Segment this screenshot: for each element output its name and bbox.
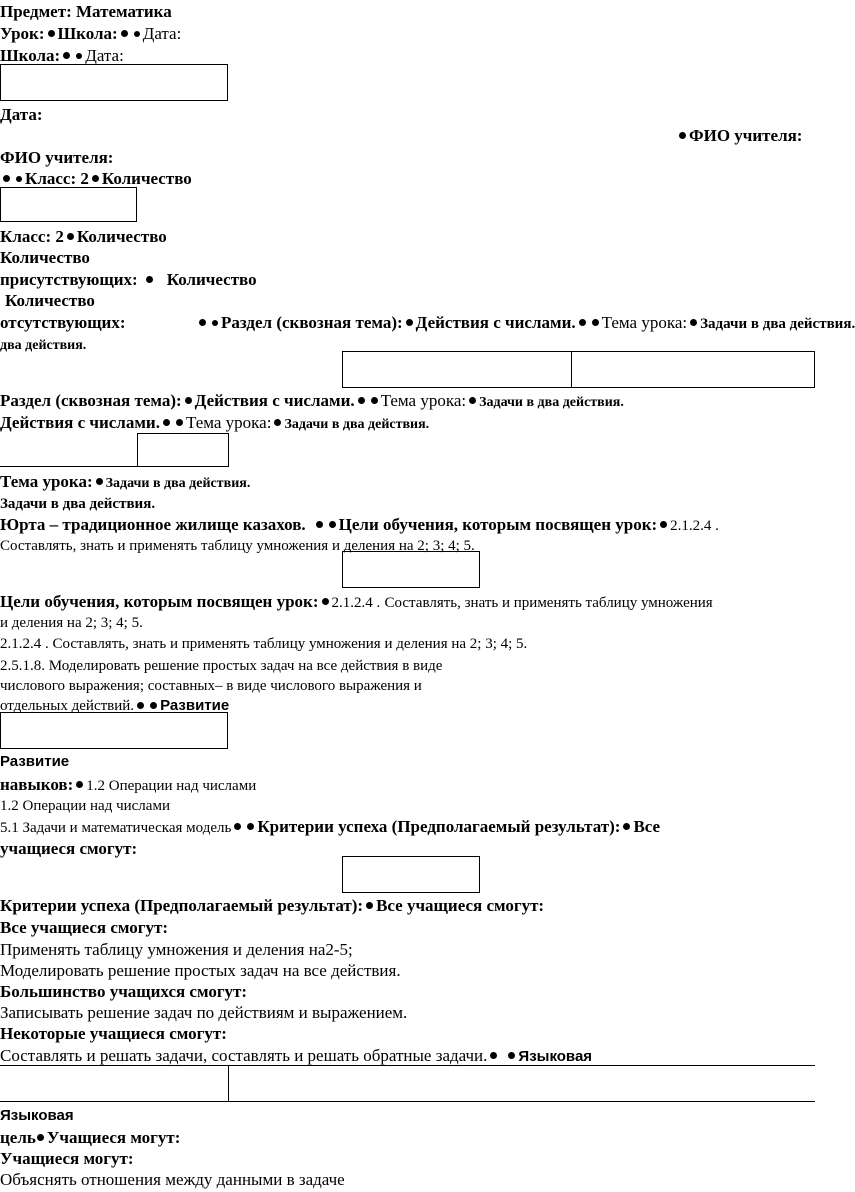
bullet-icon: [679, 132, 686, 139]
bullet-icon: [163, 419, 170, 426]
bullet-icon: [579, 319, 586, 326]
bullet-icon: [67, 233, 74, 240]
goal2-line3: отдельных действий.: [0, 698, 135, 714]
skills-label-line2: навыков:: [0, 775, 74, 794]
school-line: [0, 46, 124, 66]
bullet-icon: [199, 319, 206, 326]
bullet-icon: [3, 175, 10, 182]
date-label: Дата:: [85, 46, 124, 65]
bullet-icon: [623, 823, 630, 830]
yurta-text: Юрта – традиционное жилище казахов.: [0, 515, 306, 534]
students-can: Учащиеся могут:: [46, 1128, 181, 1147]
date-label: Дата:: [0, 105, 43, 124]
bullet-icon: [274, 419, 281, 426]
language-label: Языковая: [518, 1048, 593, 1065]
subject-line: Предмет: Математика: [0, 2, 172, 21]
bullet-icon: [469, 397, 476, 404]
bullet-icon: [92, 175, 99, 182]
absent-label: отсутствующих:: [0, 313, 126, 332]
skills-value-1: 1.2 Операции над числами: [86, 778, 257, 794]
goal2-line1: 2.5.1.8. Моделировать решение простых задач на все действия в виде: [0, 658, 443, 674]
bullet-icon: [690, 319, 697, 326]
topic-value: Задачи в два действия.: [105, 476, 251, 491]
bullet-icon: [185, 397, 192, 404]
section-value: Действия с числами.: [194, 391, 355, 410]
quantity-label: Количество: [0, 248, 90, 267]
present-line: [0, 270, 257, 290]
topic-label: Тема урока:: [0, 472, 93, 491]
bullet-icon: [592, 319, 599, 326]
all-students: Все учащиеся смогут:: [0, 918, 168, 937]
teacher-label: ФИО учителя:: [689, 126, 803, 145]
empty-cell: [0, 187, 137, 222]
bullet-icon: [508, 1052, 515, 1059]
class-line-2: [0, 227, 167, 247]
school-label: Школа:: [57, 24, 118, 43]
bullet-icon: [146, 276, 153, 283]
skills-value-1: 1.2 Операции над числами: [0, 798, 170, 814]
goal1-code: 2.1.2.4 .: [0, 636, 49, 652]
criteria-line: [0, 896, 544, 916]
quantity-label: Количество: [166, 270, 257, 289]
section-value: Действия с числами.: [415, 313, 576, 332]
bullet-icon: [37, 1134, 44, 1141]
section-label: Раздел (сквозная тема):: [221, 313, 403, 332]
skills-line: [0, 775, 256, 796]
all-students-line2: учащиеся смогут:: [0, 839, 138, 858]
present-label: присутствующих:: [0, 270, 138, 289]
empty-cell: [342, 856, 480, 893]
bullet-icon: [371, 397, 378, 404]
bullet-icon: [358, 397, 365, 404]
bullet-icon: [366, 902, 373, 909]
date-label: Дата:: [142, 24, 182, 43]
criteria-item-4-line: [0, 1046, 592, 1067]
skills-value-2-line: [0, 817, 660, 838]
bullet-icon: [150, 702, 157, 709]
goal1-row3: [0, 634, 527, 654]
quantity-label: Количество: [76, 227, 167, 246]
criteria-item-3: Записывать решение задач по действиям и выражением.: [0, 1003, 408, 1022]
topic-label: Тема урока:: [185, 413, 272, 432]
bullet-icon: [322, 598, 329, 605]
empty-cell: [342, 551, 480, 588]
class-label: Класс: 2: [0, 227, 64, 246]
goals-label: Цели обучения, которым посвящен урок:: [0, 592, 319, 611]
language-goal-line: [0, 1128, 180, 1148]
topic-label: Тема урока:: [601, 313, 688, 332]
most-students: Большинство учащихся смогут:: [0, 982, 248, 1001]
topic-value-line2: два действия.: [0, 338, 87, 353]
bullet-icon: [76, 53, 82, 59]
lesson-line: [0, 24, 181, 44]
criteria-label: Критерии успеха (Предполагаемый результат):: [257, 817, 621, 836]
lesson-label: Урок:: [0, 24, 45, 43]
bullet-icon: [212, 320, 218, 326]
topic-value: Задачи в два действия.: [0, 496, 156, 512]
section-label: Раздел (сквозная тема):: [0, 391, 182, 410]
goals-label: Цели обучения, которым посвящен урок:: [338, 515, 658, 534]
topic-label: Тема урока:: [380, 391, 467, 410]
empty-cell: [0, 712, 228, 749]
topic-line: [0, 472, 250, 494]
class-label: Класс: 2: [25, 169, 89, 188]
bullet-icon: [660, 521, 667, 528]
topic-value: Задачи в два действия.: [700, 316, 855, 332]
criteria-item-4: Составлять и решать задачи, составлять и решать обратные задачи.: [0, 1046, 488, 1065]
goal1-text: Составлять, знать и применять таблицу умножения и деления на 2; 3; 4; 5.: [52, 636, 528, 652]
section-value: Действия с числами.: [0, 413, 160, 432]
skills-label: Развитие: [160, 697, 230, 714]
bullet-icon: [406, 319, 413, 326]
criteria-label: Критерии успеха (Предполагаемый результат):: [0, 896, 364, 915]
criteria-item-1: Применять таблицу умножения и деления на2-5;: [0, 940, 353, 959]
topic-value: Задачи в два действия.: [479, 395, 624, 410]
bullet-icon: [134, 31, 140, 37]
bullet-icon: [121, 30, 128, 37]
section-line-2: [0, 391, 624, 413]
empty-cell: [137, 433, 229, 467]
goal2-line2: числового выражения; составных– в виде числового выражения и: [0, 678, 422, 694]
section-line-3: [0, 413, 429, 435]
criteria-item-2: Моделировать решение простых задач на все действия.: [0, 961, 401, 980]
bullet-icon: [16, 176, 22, 182]
goals-line: [0, 592, 713, 613]
table-rule: [0, 1101, 815, 1102]
language-label: Языковая: [0, 1107, 74, 1124]
yurta-line: [0, 515, 719, 536]
all-students: Все учащиеся смогут:: [376, 896, 545, 915]
bullet-icon: [329, 521, 336, 528]
quantity-label: Количество: [5, 291, 95, 310]
section-line-1: [196, 313, 855, 334]
quantity-label: Количество: [101, 169, 192, 188]
bullet-icon: [137, 702, 144, 709]
class-line: [0, 169, 192, 189]
skills-value-2: 5.1 Задачи и математическая модель: [0, 820, 232, 836]
table-rule: [0, 1065, 815, 1066]
table-divider: [571, 351, 572, 388]
school-label: Школа:: [0, 46, 61, 65]
all-students-line1: Все: [633, 817, 661, 836]
goal1-code: 2.1.2.4 .: [331, 595, 381, 611]
goal1-row2-b: и деления на 2; 3; 4; 5.: [0, 615, 143, 631]
table-divider: [228, 1065, 229, 1101]
bullet-icon: [76, 781, 83, 788]
teacher-line-right: [676, 126, 802, 146]
some-students: Некоторые учащиеся смогут:: [0, 1024, 227, 1043]
bullet-icon: [316, 521, 323, 528]
language-goal-label: цель: [0, 1128, 36, 1147]
empty-cell: [0, 64, 228, 101]
language-item-1: Объяснять отношения между данными в задаче: [0, 1170, 345, 1189]
bullet-icon: [176, 419, 183, 426]
goal1-row2-a: Составлять, знать и применять таблицу умножения: [384, 595, 713, 611]
table-rule: [0, 466, 228, 467]
teacher-label: ФИО учителя:: [0, 148, 114, 167]
students-can: Учащиеся могут:: [0, 1149, 134, 1168]
bullet-icon: [96, 478, 103, 485]
empty-table: [342, 351, 815, 388]
topic-value: Задачи в два действия.: [284, 417, 430, 432]
bullet-icon: [63, 52, 70, 59]
goal1-text: Составлять, знать и применять таблицу умножения и деления на 2; 3; 4; 5.: [0, 538, 475, 554]
bullet-icon: [490, 1052, 497, 1059]
goal1-code: 2.1.2.4 .: [670, 518, 719, 534]
bullet-icon: [234, 823, 241, 830]
skills-label: Развитие: [0, 753, 70, 770]
bullet-icon: [48, 30, 55, 37]
bullet-icon: [247, 823, 254, 830]
